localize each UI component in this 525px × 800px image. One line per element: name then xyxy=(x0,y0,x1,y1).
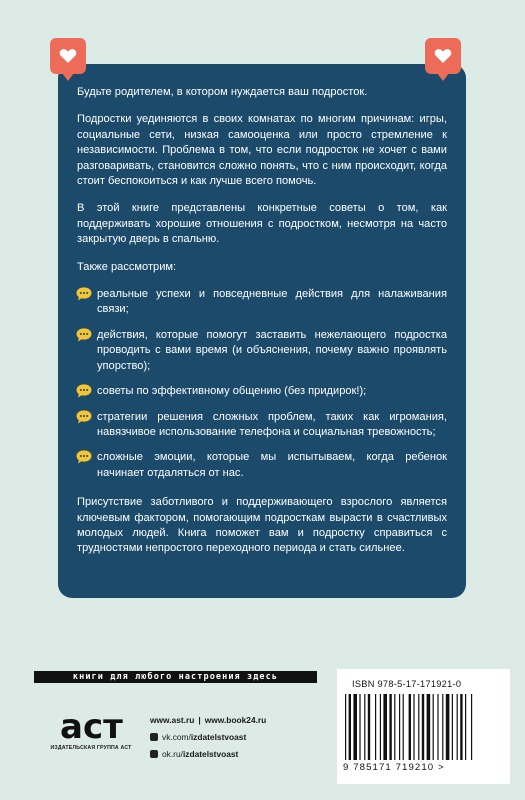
heart-badge-right xyxy=(425,38,461,74)
barcode-bar xyxy=(368,694,370,760)
barcode-bar xyxy=(399,694,400,760)
barcode-bar xyxy=(437,694,438,760)
blurb-paragraph-1: Подростки уединяются в своих комнатах по многим причинам: игры, социальные сети, низкая самооценка или просто стремление к независимости. Проблема в том, что если подросток не хочет с вами разговаривать, становится сложно понять, что с ним происходит, когда стоит беспокоиться и как лучше всего помочь. xyxy=(77,113,447,188)
barcode-bar xyxy=(380,694,381,760)
barcode-bar xyxy=(452,694,453,760)
list-item xyxy=(77,328,447,374)
publisher-name: ИЗДАТЕЛЬСКАЯ ГРУППА АСТ xyxy=(50,745,132,751)
barcode-bar xyxy=(359,694,360,760)
ast-logo xyxy=(58,698,128,744)
vk-icon xyxy=(150,733,158,741)
list-item xyxy=(77,450,447,481)
barcode-bar xyxy=(353,694,357,760)
list-item xyxy=(77,384,447,399)
list-item xyxy=(77,410,447,441)
barcode-bar xyxy=(433,694,434,760)
site-link-ast[interactable]: www.ast.ru xyxy=(150,714,195,725)
blurb-text xyxy=(77,85,447,569)
isbn-digits: 9 785171 719210 > xyxy=(343,762,445,773)
vk-link-prefix: vk.com/ xyxy=(162,731,191,742)
barcode-bar xyxy=(465,694,466,760)
blurb-closing: Присутствие заботливого и поддерживающего взрослого является ключевым фактором, помогающим подросткам вырасти в счастливых молодых людей. Книга поможет вам и подростку справиться с трудностями непростого переходного периода и стать сильнее. xyxy=(77,496,447,555)
ok-link-handle: izdatelstvoast xyxy=(182,748,239,759)
barcode-bar xyxy=(364,694,365,760)
chat-bubble-icon xyxy=(76,328,92,342)
barcode-bar xyxy=(427,694,431,760)
list-intro: Также рассмотрим: xyxy=(77,260,177,273)
blurb-intro: Будьте родителем, в котором нуждается ваш подросток. xyxy=(77,86,368,98)
barcode-bar xyxy=(422,694,424,760)
isbn-block xyxy=(337,669,510,784)
website-links xyxy=(150,711,266,728)
heart-icon xyxy=(59,48,77,64)
ok-link-prefix: ok.ru/ xyxy=(162,748,183,759)
link-separator: | xyxy=(198,714,201,725)
vk-link-handle: izdatelstvoast xyxy=(190,731,247,742)
blurb-paragraph-2: В этой книге представлены конкретные советы о том, как поддерживать хорошие отношения с подростком, несмотря на часто закрытую дверь в спальню. xyxy=(77,202,447,246)
barcode-bar xyxy=(457,694,458,760)
barcode-bar xyxy=(403,694,404,760)
chat-bubble-icon xyxy=(76,410,92,424)
barcode-bar xyxy=(460,694,462,760)
vk-link-row[interactable] xyxy=(150,728,266,745)
isbn-label: ISBN 978-5-17-171921-0 xyxy=(352,679,462,689)
barcode-bar xyxy=(349,694,351,760)
tagline-banner: книги для любого настроения здесь xyxy=(34,671,317,683)
chat-bubble-icon xyxy=(76,450,92,464)
barcode-bar xyxy=(413,694,414,760)
chat-bubble-icon xyxy=(76,287,92,301)
chat-bubble-icon xyxy=(76,384,92,398)
ok-link-row[interactable] xyxy=(150,745,266,762)
publisher-links xyxy=(150,711,266,762)
heart-badge-left xyxy=(50,38,86,74)
barcode-icon xyxy=(345,694,502,760)
site-link-book24[interactable]: www.book24.ru xyxy=(204,714,267,725)
barcode-bar xyxy=(345,694,346,760)
barcode-bar xyxy=(418,694,419,760)
ok-icon xyxy=(150,750,158,758)
barcode-bar xyxy=(389,694,391,760)
list-item-text: стратегии решения сложных проблем, таких как игромания, навязчивое использование телефона и социальная тревожность; xyxy=(97,410,447,438)
barcode-bar xyxy=(442,694,443,760)
feature-list xyxy=(77,287,447,481)
list-item xyxy=(77,287,447,318)
list-item-text: сложные эмоции, которые мы испытываем, когда ребенок начинает отдаляться от нас. xyxy=(97,451,447,479)
list-item-text: советы по эффективному общению (без придирок!); xyxy=(97,385,367,398)
barcode-bar xyxy=(383,694,387,760)
list-item-text: реальные успехи и повседневные действия для налаживания связи; xyxy=(97,288,447,316)
logo-text: аст xyxy=(60,707,123,744)
list-item-text: действия, которые помогут заставить нежелающего подростка проводить с вами время (и объяснения, почему важно проявлять упорство); xyxy=(97,328,447,372)
heart-icon xyxy=(434,48,452,64)
barcode-bar xyxy=(394,694,395,760)
barcode-bar xyxy=(446,694,450,760)
barcode-bar xyxy=(409,694,411,760)
barcode-bar xyxy=(375,694,376,760)
barcode-bar xyxy=(471,694,472,760)
